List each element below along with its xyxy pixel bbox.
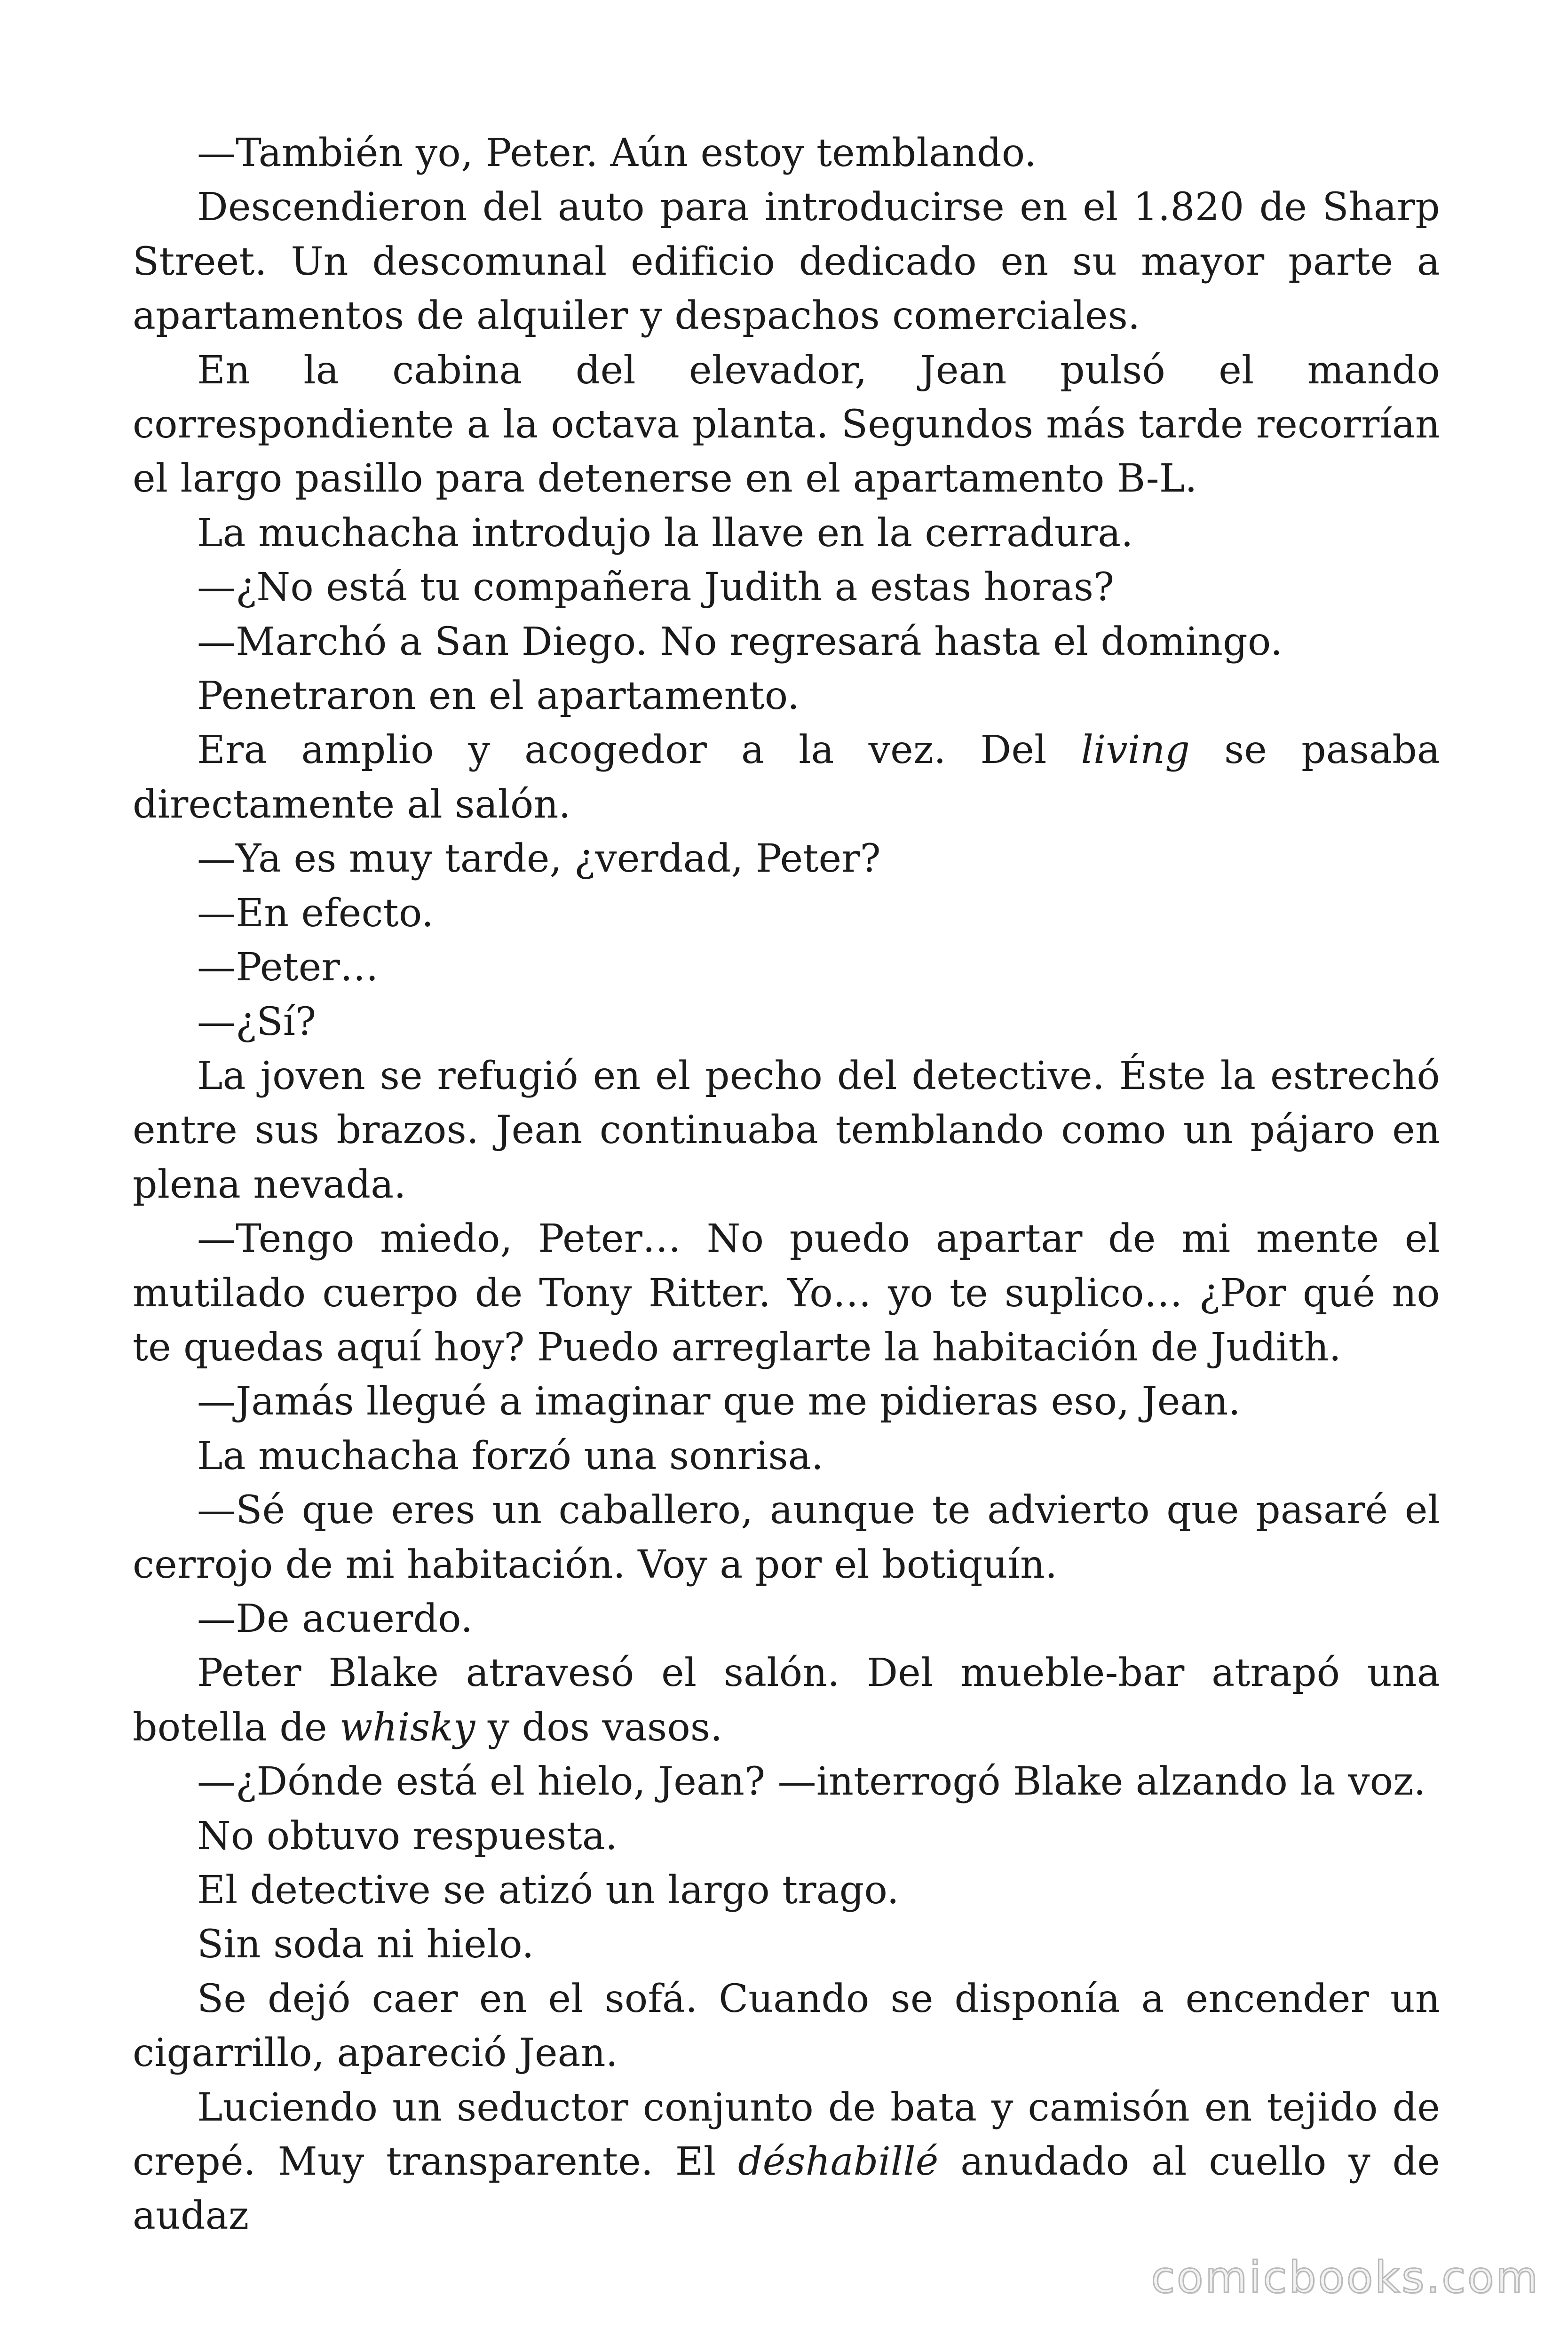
paragraph	[133, 2081, 1440, 2243]
text-run: —En efecto.	[197, 890, 434, 936]
paragraph	[133, 126, 1440, 180]
paragraph	[133, 180, 1440, 343]
paragraph	[133, 995, 1440, 1049]
text-run: anudado al cuello y de audaz	[133, 2139, 1440, 2239]
text-run: La muchacha introdujo la llave en la cerradura.	[197, 510, 1133, 556]
paragraph	[133, 1049, 1440, 1212]
text-run: Peter Blake atravesó el salón. Del mueble-bar atrapó una botella de	[133, 1651, 1440, 1750]
paragraph	[133, 1375, 1440, 1429]
paragraph	[133, 669, 1440, 723]
text-run: Era amplio y acogedor a la vez. Del	[197, 728, 1081, 773]
paragraph	[133, 1646, 1440, 1755]
text-run: Se dejó caer en el sofá. Cuando se disponía a encender un cigarrillo, apareció Jean.	[133, 1976, 1440, 2076]
paragraph	[133, 832, 1440, 886]
paragraph	[133, 1755, 1440, 1809]
text-run: —Marchó a San Diego. No regresará hasta el domingo.	[197, 619, 1283, 664]
text-run: Luciendo un seductor conjunto de bata y camisón en tejido de crepé. Muy transparente. El	[133, 2085, 1440, 2185]
text-run: —Ya es muy tarde, ¿verdad, Peter?	[197, 836, 881, 882]
paragraph	[133, 1592, 1440, 1646]
paragraph	[133, 886, 1440, 940]
text-run: —Sé que eres un caballero, aunque te advierto que pasaré el cerrojo de mi habitación. Voy a por el botiquín.	[133, 1488, 1440, 1587]
text-run: y dos vasos.	[475, 1705, 723, 1750]
text-run: —¿No está tu compañera Judith a estas horas?	[197, 565, 1115, 610]
paragraph	[133, 1972, 1440, 2081]
text-run: Sin soda ni hielo.	[197, 1922, 534, 1967]
text-run: Penetraron en el apartamento.	[197, 674, 800, 719]
italic-text: living	[1081, 728, 1190, 773]
paragraph	[133, 1429, 1440, 1483]
paragraph	[133, 1483, 1440, 1592]
watermark: comicbooks.com	[1151, 2252, 1540, 2303]
paragraph	[133, 1863, 1440, 1917]
paragraph	[133, 343, 1440, 506]
paragraph	[133, 506, 1440, 560]
paragraph	[133, 560, 1440, 614]
italic-text: whisky	[340, 1705, 475, 1750]
text-run: —Jamás llegué a imaginar que me pidieras eso, Jean.	[197, 1379, 1241, 1424]
text-run: —Tengo miedo, Peter… No puedo apartar de mi mente el mutilado cuerpo de Tony Ritter. Yo… yo te suplico… ¿Por qué no te quedas aquí hoy? Puedo arreglarte la habitación de Judith.	[133, 1216, 1440, 1370]
text-run: En la cabina del elevador, Jean pulsó el mando correspondiente a la octava planta. Segundos más tarde recorrían el largo pasillo para detenerse en el apartamento B-L.	[133, 348, 1440, 501]
text-run: Descendieron del auto para introducirse en el 1.820 de Sharp Street. Un descomunal edificio dedicado en su mayor parte a apartamentos de alquiler y despachos comerciales.	[133, 185, 1440, 339]
text-run: —¿Dónde está el hielo, Jean? —interrogó Blake alzando la voz.	[197, 1759, 1426, 1804]
paragraph	[133, 1809, 1440, 1863]
paragraph	[133, 1917, 1440, 1971]
paragraph	[133, 1212, 1440, 1375]
text-run: —¿Sí?	[197, 999, 317, 1044]
text-run: El detective se atizó un largo trago.	[197, 1868, 899, 1913]
text-run: —De acuerdo.	[197, 1596, 473, 1641]
paragraph	[133, 615, 1440, 669]
paragraph	[133, 940, 1440, 994]
text-run: se pasaba directamente al salón.	[133, 728, 1440, 827]
text-run: —Peter…	[197, 945, 379, 990]
page-text	[133, 126, 1440, 2243]
paragraph	[133, 723, 1440, 832]
text-run: —También yo, Peter. Aún estoy temblando.	[197, 131, 1037, 175]
text-run: La joven se refugió en el pecho del detective. Éste la estrechó entre sus brazos. Jean continuaba temblando como un pájaro en plena nevada.	[133, 1053, 1440, 1207]
text-run: No obtuvo respuesta.	[197, 1813, 618, 1859]
italic-text: déshabillé	[738, 2139, 939, 2185]
text-run: La muchacha forzó una sonrisa.	[197, 1433, 824, 1478]
